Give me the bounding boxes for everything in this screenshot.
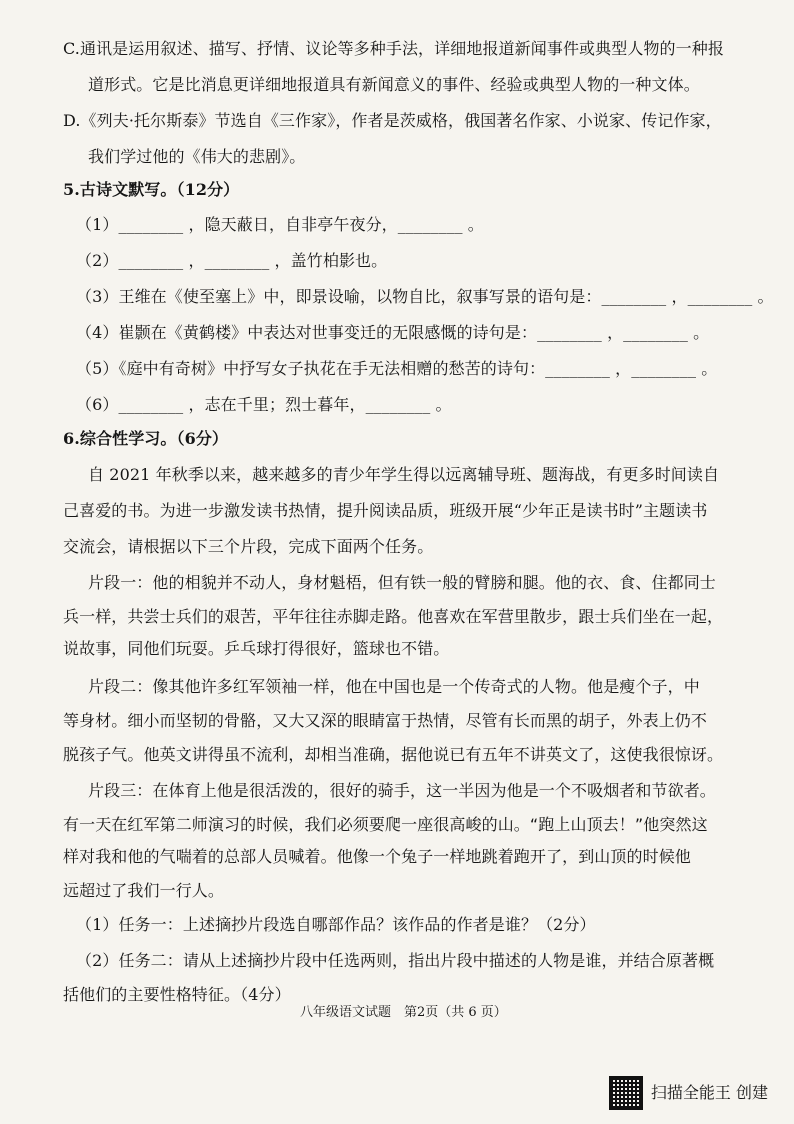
- intro-line-3: 交流会，请根据以下三个片段，完成下面两个任务。: [63, 537, 434, 556]
- question-5-item-1: （1）________ ，隐天蔽日，自非亭午夜分，________ 。: [76, 215, 484, 234]
- text-line-3: D.《列夫·托尔斯泰》节选自《三作家》，作者是茨威格，俄国著名作家、小说家、传记作家，: [63, 111, 722, 130]
- watermark-text: 扫描全能王 创建: [650, 1083, 768, 1102]
- excerpt-1-line-2: 兵一样，共尝士兵们的艰苦，平年往往赤脚走路。他喜欢在军营里散步，跟士兵们坐在一起，: [63, 607, 724, 626]
- question-6-title: 6.综合性学习。（6分）: [63, 429, 229, 448]
- excerpt-3-line-1: 片段三：在体育上他是很活泼的，很好的骑手，这一半因为他是一个不吸烟者和节欲者。: [88, 781, 716, 800]
- excerpt-2-line-3: 脱孩子气。他英文讲得虽不流利，却相当准确，据他说已有五年不讲英文了，这使我很惊讶。: [63, 745, 724, 764]
- task-1: （1）任务一：上述摘抄片段选自哪部作品？该作品的作者是谁？（2分）: [76, 915, 596, 934]
- text-line-2: 道形式。它是比消息更详细地报道具有新闻意义的事件、经验或典型人物的一种文体。: [88, 75, 700, 94]
- scanner-watermark: [609, 1076, 768, 1110]
- task-2-line-2: 括他们的主要性格特征。（4分）: [63, 985, 291, 1004]
- question-5-item-5: （5）《庭中有奇树》中抒写女子执花在手无法相赠的愁苦的诗句：________ ，________ 。: [76, 359, 718, 378]
- page-footer: 八年级语文试题 第2页（共 6 页）: [300, 1005, 507, 1020]
- intro-line-1: 自 2021 年秋季以来，越来越多的青少年学生得以远离辅导班、题海战，有更多时间读自: [88, 465, 720, 484]
- excerpt-3-line-2: 有一天在红军第二师演习的时候，我们必须要爬一座很高峻的山。“跑上山顶去！”他突然这: [63, 815, 708, 834]
- text-line-1: C.通讯是运用叙述、描写、抒情、议论等多种手法，详细地报道新闻事件或典型人物的一种报: [63, 39, 724, 58]
- excerpt-2-line-2: 等身材。细小而坚韧的骨骼，又大又深的眼睛富于热情，尽管有长而黑的胡子，外表上仍不: [63, 711, 708, 730]
- task-2-line-1: （2）任务二：请从上述摘抄片段中任选两则，指出片段中描述的人物是谁，并结合原著概: [76, 951, 715, 970]
- excerpt-3-line-4: 远超过了我们一行人。: [63, 881, 225, 900]
- excerpt-2-line-1: 片段二：像其他许多红军领袖一样，他在中国也是一个传奇式的人物。他是瘦个子，中: [88, 677, 700, 696]
- excerpt-1-line-3: 说故事，同他们玩耍。乒乓球打得很好，篮球也不错。: [63, 639, 450, 658]
- question-5-item-4: （4）崔颢在《黄鹤楼》中表达对世事变迁的无限感慨的诗句是：________ ，________ 。: [76, 323, 710, 342]
- text-line-4: 我们学过他的《伟大的悲剧》。: [88, 147, 306, 166]
- excerpt-1-line-1: 片段一：他的相貌并不动人，身材魁梧，但有铁一般的臂膀和腿。他的衣、食、住都同士: [88, 573, 716, 592]
- question-5-item-6: （6）________ ，志在千里；烈士暮年，________ 。: [76, 395, 452, 414]
- question-5-item-3: （3）王维在《使至塞上》中，即景设喻，以物自比，叙事写景的语句是：________ ，________ 。: [76, 287, 774, 306]
- excerpt-3-line-3: 样对我和他的气喘着的总部人员喊着。他像一个兔子一样地跳着跑开了，到山顶的时候他: [63, 847, 691, 866]
- intro-line-2: 己喜爱的书。为进一步激发读书热情，提升阅读品质，班级开展“少年正是读书时”主题读书: [63, 501, 708, 520]
- question-5-item-2: （2）________ ，________ ，盖竹柏影也。: [76, 251, 388, 270]
- qr-code-icon: [609, 1076, 643, 1110]
- question-5-title: 5.古诗文默写。（12分）: [63, 180, 240, 199]
